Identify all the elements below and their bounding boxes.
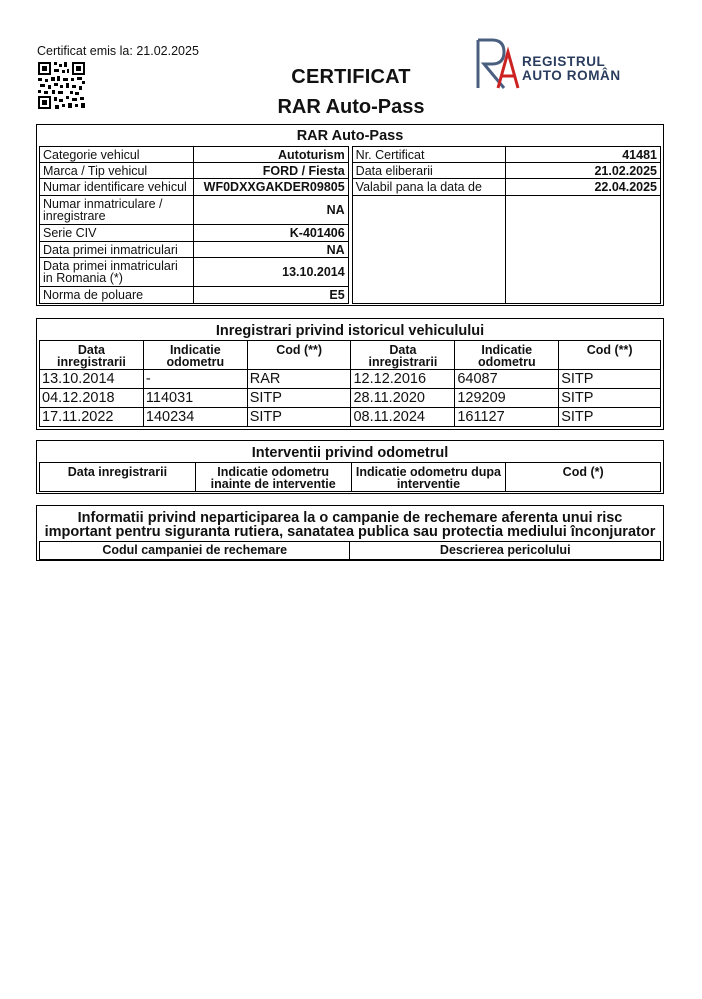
history-cell: 161127 — [455, 408, 559, 427]
recall-column-header: Descrierea pericolului — [350, 542, 661, 560]
history-cell: - — [143, 370, 247, 389]
issue-date: Certificat emis la: 21.02.2025 — [37, 44, 199, 58]
history-cell: SITP — [247, 389, 351, 408]
column-spacer — [348, 287, 352, 304]
vehicle-field-value: Autoturism — [193, 147, 348, 163]
vehicle-row — [40, 147, 661, 163]
certificate-field-value: 21.02.2025 — [506, 163, 661, 179]
vehicle-field-label: Data primei inmatriculari — [40, 242, 194, 258]
vehicle-field-value: WF0DXXGAKDER09805 — [193, 179, 348, 196]
history-row — [40, 389, 661, 408]
history-column-header: Cod (**) — [247, 341, 351, 370]
recall-section-title: Informatii privind neparticiparea la o campanie de rechemare aferenta unui risc important pentru siguranta rutiera, sanatatea publica sau protectia mediului înconjurator — [44, 510, 656, 540]
interventions-column-header: Data inregistrarii — [40, 463, 196, 492]
vehicle-field-value: E5 — [193, 287, 348, 304]
interventions-table — [39, 462, 661, 492]
vehicle-field-label: Numar inmatriculare / inregistrare — [40, 196, 194, 225]
certificate-field-value: 22.04.2025 — [506, 179, 661, 196]
history-cell: 12.12.2016 — [351, 370, 455, 389]
history-cell: SITP — [559, 389, 661, 408]
history-cell: 129209 — [455, 389, 559, 408]
history-column-header: Indicatie odometru — [143, 341, 247, 370]
history-cell: 13.10.2014 — [40, 370, 144, 389]
column-spacer — [348, 258, 352, 287]
vehicle-field-value: FORD / Fiesta — [193, 163, 348, 179]
vehicle-field-value: K-401406 — [193, 225, 348, 242]
history-column-header: Data inregistrarii — [40, 341, 144, 370]
vehicle-field-value: NA — [193, 242, 348, 258]
history-column-header: Data inregistrarii — [351, 341, 455, 370]
history-cell: 64087 — [455, 370, 559, 389]
vehicle-row — [40, 196, 661, 225]
logo-text: REGISTRUL AUTO ROMÂN — [522, 54, 621, 83]
history-row — [40, 370, 661, 389]
certificate-field-label: Valabil pana la data de — [352, 179, 506, 196]
vehicle-row — [40, 179, 661, 196]
vehicle-field-label: Norma de poluare — [40, 287, 194, 304]
certificate-field-label: Data eliberarii — [352, 163, 506, 179]
empty-cell — [352, 196, 506, 304]
recall-table — [39, 541, 661, 560]
vehicle-field-label: Marca / Tip vehicul — [40, 163, 194, 179]
history-cell: SITP — [559, 408, 661, 427]
column-spacer — [348, 225, 352, 242]
interventions-column-header: Indicatie odometru dupa interventie — [351, 463, 506, 492]
vehicle-field-label: Categorie vehicul — [40, 147, 194, 163]
vehicle-field-value: NA — [193, 196, 348, 225]
history-cell: 28.11.2020 — [351, 389, 455, 408]
history-table — [39, 340, 661, 427]
history-cell: 17.11.2022 — [40, 408, 144, 427]
history-column-header: Indicatie odometru — [455, 341, 559, 370]
history-cell: 114031 — [143, 389, 247, 408]
vehicle-row — [40, 163, 661, 179]
history-cell: 140234 — [143, 408, 247, 427]
history-cell: RAR — [247, 370, 351, 389]
history-cell: 08.11.2024 — [351, 408, 455, 427]
history-section-title: Inregistrari privind istoricul vehiculului — [215, 323, 485, 339]
column-spacer — [348, 242, 352, 258]
history-section — [36, 318, 664, 430]
vehicle-field-value: 13.10.2014 — [193, 258, 348, 287]
vehicle-section-title: RAR Auto-Pass — [296, 128, 404, 144]
history-column-header: Cod (**) — [559, 341, 661, 370]
certificate-field-label: Nr. Certificat — [352, 147, 506, 163]
page-subtitle: RAR Auto-Pass — [277, 96, 425, 118]
interventions-column-header: Indicatie odometru inainte de interventie — [195, 463, 351, 492]
history-cell: SITP — [559, 370, 661, 389]
empty-cell — [506, 196, 661, 304]
page-title: CERTIFICAT — [291, 66, 411, 88]
interventions-column-header: Cod (*) — [506, 463, 661, 492]
history-cell: SITP — [247, 408, 351, 427]
odometer-interventions-section — [36, 440, 664, 494]
history-row — [40, 408, 661, 427]
vehicle-field-label: Numar identificare vehicul — [40, 179, 194, 196]
vehicle-info-section — [36, 124, 664, 306]
certificate-field-value: 41481 — [506, 147, 661, 163]
recall-campaign-section — [36, 505, 664, 561]
vehicle-table — [39, 146, 661, 304]
interventions-section-title: Interventii privind odometrul — [251, 445, 449, 461]
recall-column-header: Codul campaniei de rechemare — [40, 542, 350, 560]
vehicle-field-label: Data primei inmatriculari in Romania (*) — [40, 258, 194, 287]
history-cell: 04.12.2018 — [40, 389, 144, 408]
vehicle-field-label: Serie CIV — [40, 225, 194, 242]
